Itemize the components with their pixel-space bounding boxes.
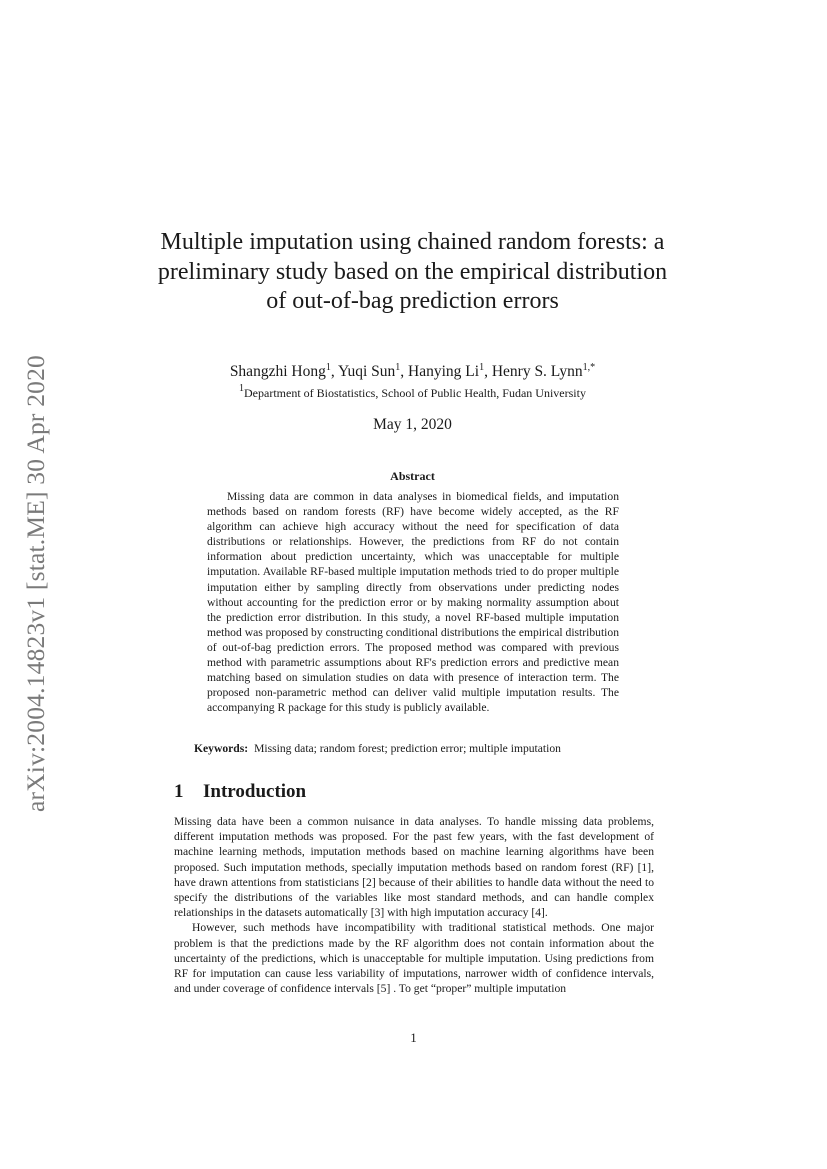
arxiv-identifier: arXiv:2004.14823v1 [stat.ME] 30 Apr 2020	[21, 355, 50, 813]
page-number: 1	[410, 1030, 417, 1045]
affiliation-text: Department of Biostatistics, School of Public Health, Fudan University	[244, 386, 586, 400]
author-name: Yuqi Sun	[338, 363, 396, 380]
paragraph: However, such methods have incompatibility with traditional statistical methods. One major problem is that the predictions made by the RF algorithm does not contain information about the uncertainty of the predictions, which is unacceptable for multiple imputation. Using predictions from RF for imputation can cause less variability of imputations, narrower width of confidence intervals, and under coverage of confidence intervals [5] . To get “proper” multiple imputation	[174, 921, 654, 996]
keywords-label: Keywords:	[194, 742, 249, 755]
introduction-body	[174, 814, 654, 996]
affiliation	[150, 385, 675, 401]
arxiv-side-stamp	[14, 355, 58, 855]
section-number: 1	[174, 781, 184, 802]
author-affiliation-mark: 1	[395, 362, 401, 373]
keywords	[194, 741, 654, 757]
author-affiliation-mark: 1	[479, 362, 485, 373]
affiliation-mark: 1	[239, 383, 245, 394]
author-affiliation-mark: 1	[325, 362, 331, 373]
section-title: Introduction	[203, 781, 307, 802]
keywords-text: Missing data; random forest; prediction error; multiple imputation	[254, 742, 561, 755]
author-affiliation-mark: 1,*	[582, 362, 596, 373]
abstract-heading: Abstract	[390, 469, 435, 483]
paper-title: Multiple imputation using chained random forests: a preliminary study based on the empirical distribution of out-of-bag prediction errors	[157, 229, 668, 314]
author-name: Hanying Li	[408, 363, 480, 380]
author-name: Henry S. Lynn	[491, 363, 583, 380]
section-heading	[174, 780, 654, 804]
abstract-text: Missing data are common in data analyses in biomedical fields, and imputation methods based on random forests (RF) have become widely accepted, as the RF algorithm can achieve high accuracy without the need for specification of data distributions or relationships. However, the predictions from RF do not contain information about prediction uncertainty, which was unacceptable for multiple imputation. Available RF-based multiple imputation methods tried to do proper multiple imputation either by sampling directly from observations under predicting nodes without accounting for the prediction error or by making normality assumption about the prediction error distribution. In this study, a novel RF-based multiple imputation method was proposed by constructing conditional distributions the empirical distribution of out-of-bag prediction errors. The proposed method was compared with previous method with parametric assumptions about RF's prediction errors and predictive mean matching based on simulation studies on data with presence of interaction term. The proposed non-parametric method can deliver valid multiple imputation results. The accompanying R package for this study is publicly available.	[207, 490, 619, 715]
publication-date: May 1, 2020	[373, 416, 452, 433]
paragraph: Missing data have been a common nuisance in data analyses. To handle missing data problems, different imputation methods was proposed. For the past few years, with the fast development of machine learning methods, imputation methods based on machine learning algorithms have been proposed. Such imputation methods, specially imputation methods based on random forest (RF) [1], have drawn attentions from statisticians [2] because of their abilities to handle data without the need to specify the distributions of the variables like most standard methods, and can handle complex relationships in the datasets automatically [3] with high imputation accuracy [4].	[174, 815, 654, 920]
author-name: Shangzhi Hong	[229, 363, 326, 380]
author-list: Shangzhi Hong$^1$, Yuqi Sun$^1$, Hanying Li$^1$, Henry S. Lynn$^{1,*}$	[229, 362, 596, 380]
